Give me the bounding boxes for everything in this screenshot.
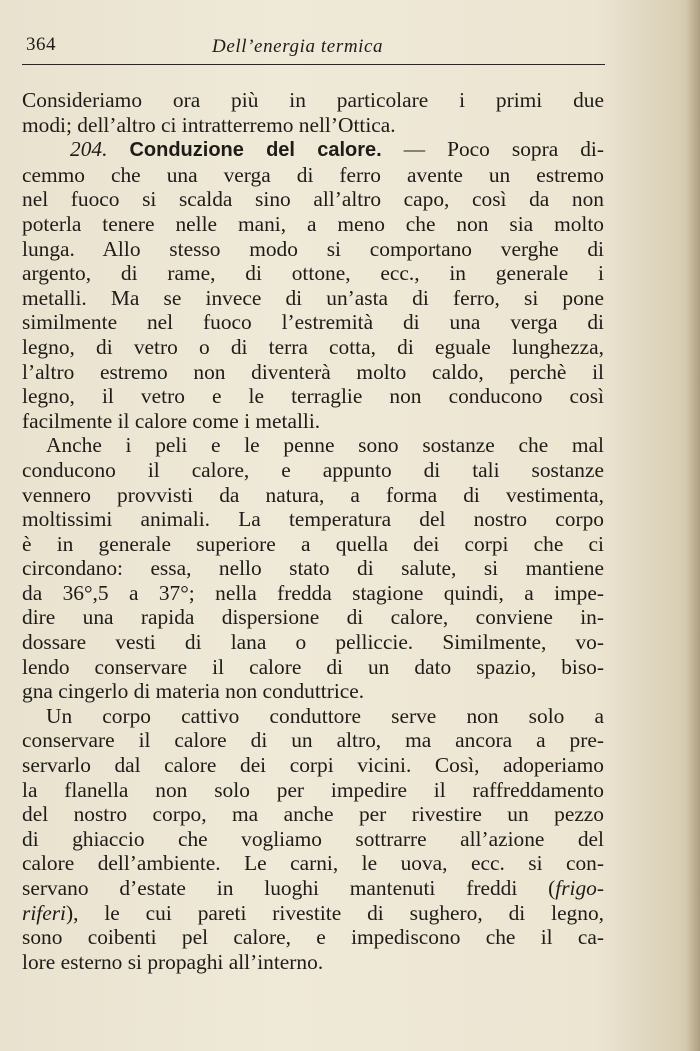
text-line: similmente nel fuoco l’estremità di una verga di: [22, 310, 604, 335]
text-line: gna cingerlo di materia non conduttrice.: [22, 679, 365, 704]
section-number: 204.: [70, 137, 108, 162]
text-line: modi; dell’altro ci intratterremo nell’Ottica.: [22, 112, 396, 137]
text-line: lore esterno si propaghi all’interno.: [22, 949, 324, 974]
text-line: facilmente il calore come i metalli.: [22, 408, 321, 433]
text-line: servarlo dal calore dei corpi vicini. Così, adoperiamo: [22, 753, 604, 778]
text-fragment: servano d’estate in luoghi mantenuti freddi (: [22, 876, 556, 900]
text-line: vennero provvisti da natura, a forma di vestimenta,: [22, 482, 604, 507]
text-line: Anche i peli e le penne sono sostanze che mal: [46, 433, 604, 458]
text-line: calore dell’ambiente. Le carni, le uova, ecc. si con-: [22, 851, 604, 876]
text-line: è in generale superiore a quella dei corpi che ci: [22, 531, 604, 556]
text-line: dossare vesti di lana o pelliccie. Similmente, vo-: [22, 630, 604, 655]
italic-term: riferi: [22, 900, 66, 925]
text-line: dire una rapida dispersione di calore, conviene in-: [22, 605, 604, 630]
page-number: 364: [26, 34, 56, 55]
text-line: la flanella non solo per impedire il raffreddamento: [22, 777, 604, 802]
section-heading-line: [22, 137, 604, 163]
text-line: argento, di rame, di ottone, ecc., in generale i: [22, 261, 604, 286]
text-line: di ghiaccio che vogliamo sottrarre all’azione del: [22, 826, 604, 851]
text-fragment: — Poco sopra di-: [381, 137, 604, 162]
text-line: [22, 876, 604, 901]
text-line: Un corpo cattivo conduttore serve non solo a: [46, 703, 604, 728]
text-line: lendo conservare il calore di un dato spazio, biso-: [22, 654, 604, 679]
text-line: nel fuoco si scalda sino all’altro capo, così da non: [22, 187, 604, 212]
text-line: conducono il calore, e appunto di tali sostanze: [22, 457, 604, 482]
section-title: Conduzione del calore.: [129, 139, 382, 162]
text-line: circondano: essa, nello stato di salute, si mantiene: [22, 556, 604, 581]
text-line: sono coibenti pel calore, e impediscono che il ca-: [22, 925, 604, 950]
text-line: moltissimi animali. La temperatura del nostro corpo: [22, 507, 604, 532]
text-line: da 36°,5 a 37°; nella fredda stagione quindi, a impe-: [22, 580, 604, 605]
text-line: legno, di vetro o di terra cotta, di eguale lunghezza,: [22, 334, 604, 359]
page-header: [22, 30, 605, 65]
page-edge-shadow: [686, 0, 700, 1051]
text-line: Consideriamo ora più in particolare i primi due: [22, 88, 604, 112]
running-title: Dell’energia termica: [212, 36, 384, 57]
text-line: legno, il vetro e le terraglie non conducono così: [22, 384, 604, 409]
text-line: l’altro estremo non diventerà molto caldo, perchè il: [22, 359, 604, 384]
text-line: lunga. Allo stesso modo si comportano verghe di: [22, 236, 604, 261]
text-line: cemmo che una verga di ferro avente un estremo: [22, 162, 604, 187]
text-line: del nostro corpo, ma anche per rivestire un pezzo: [22, 802, 604, 827]
text-line: metalli. Ma se invece di un’asta di ferro, si pone: [22, 285, 604, 310]
text-fragment: ), le cui pareti rivestite di sughero, di legno,: [65, 900, 604, 925]
text-line: poterla tenere nelle mani, a meno che non sia molto: [22, 211, 604, 236]
text-line: [22, 901, 604, 926]
text-line: conservare il calore di un altro, ma ancora a pre-: [22, 728, 604, 753]
italic-term: frigo-: [555, 876, 604, 900]
body-text: [22, 88, 604, 974]
